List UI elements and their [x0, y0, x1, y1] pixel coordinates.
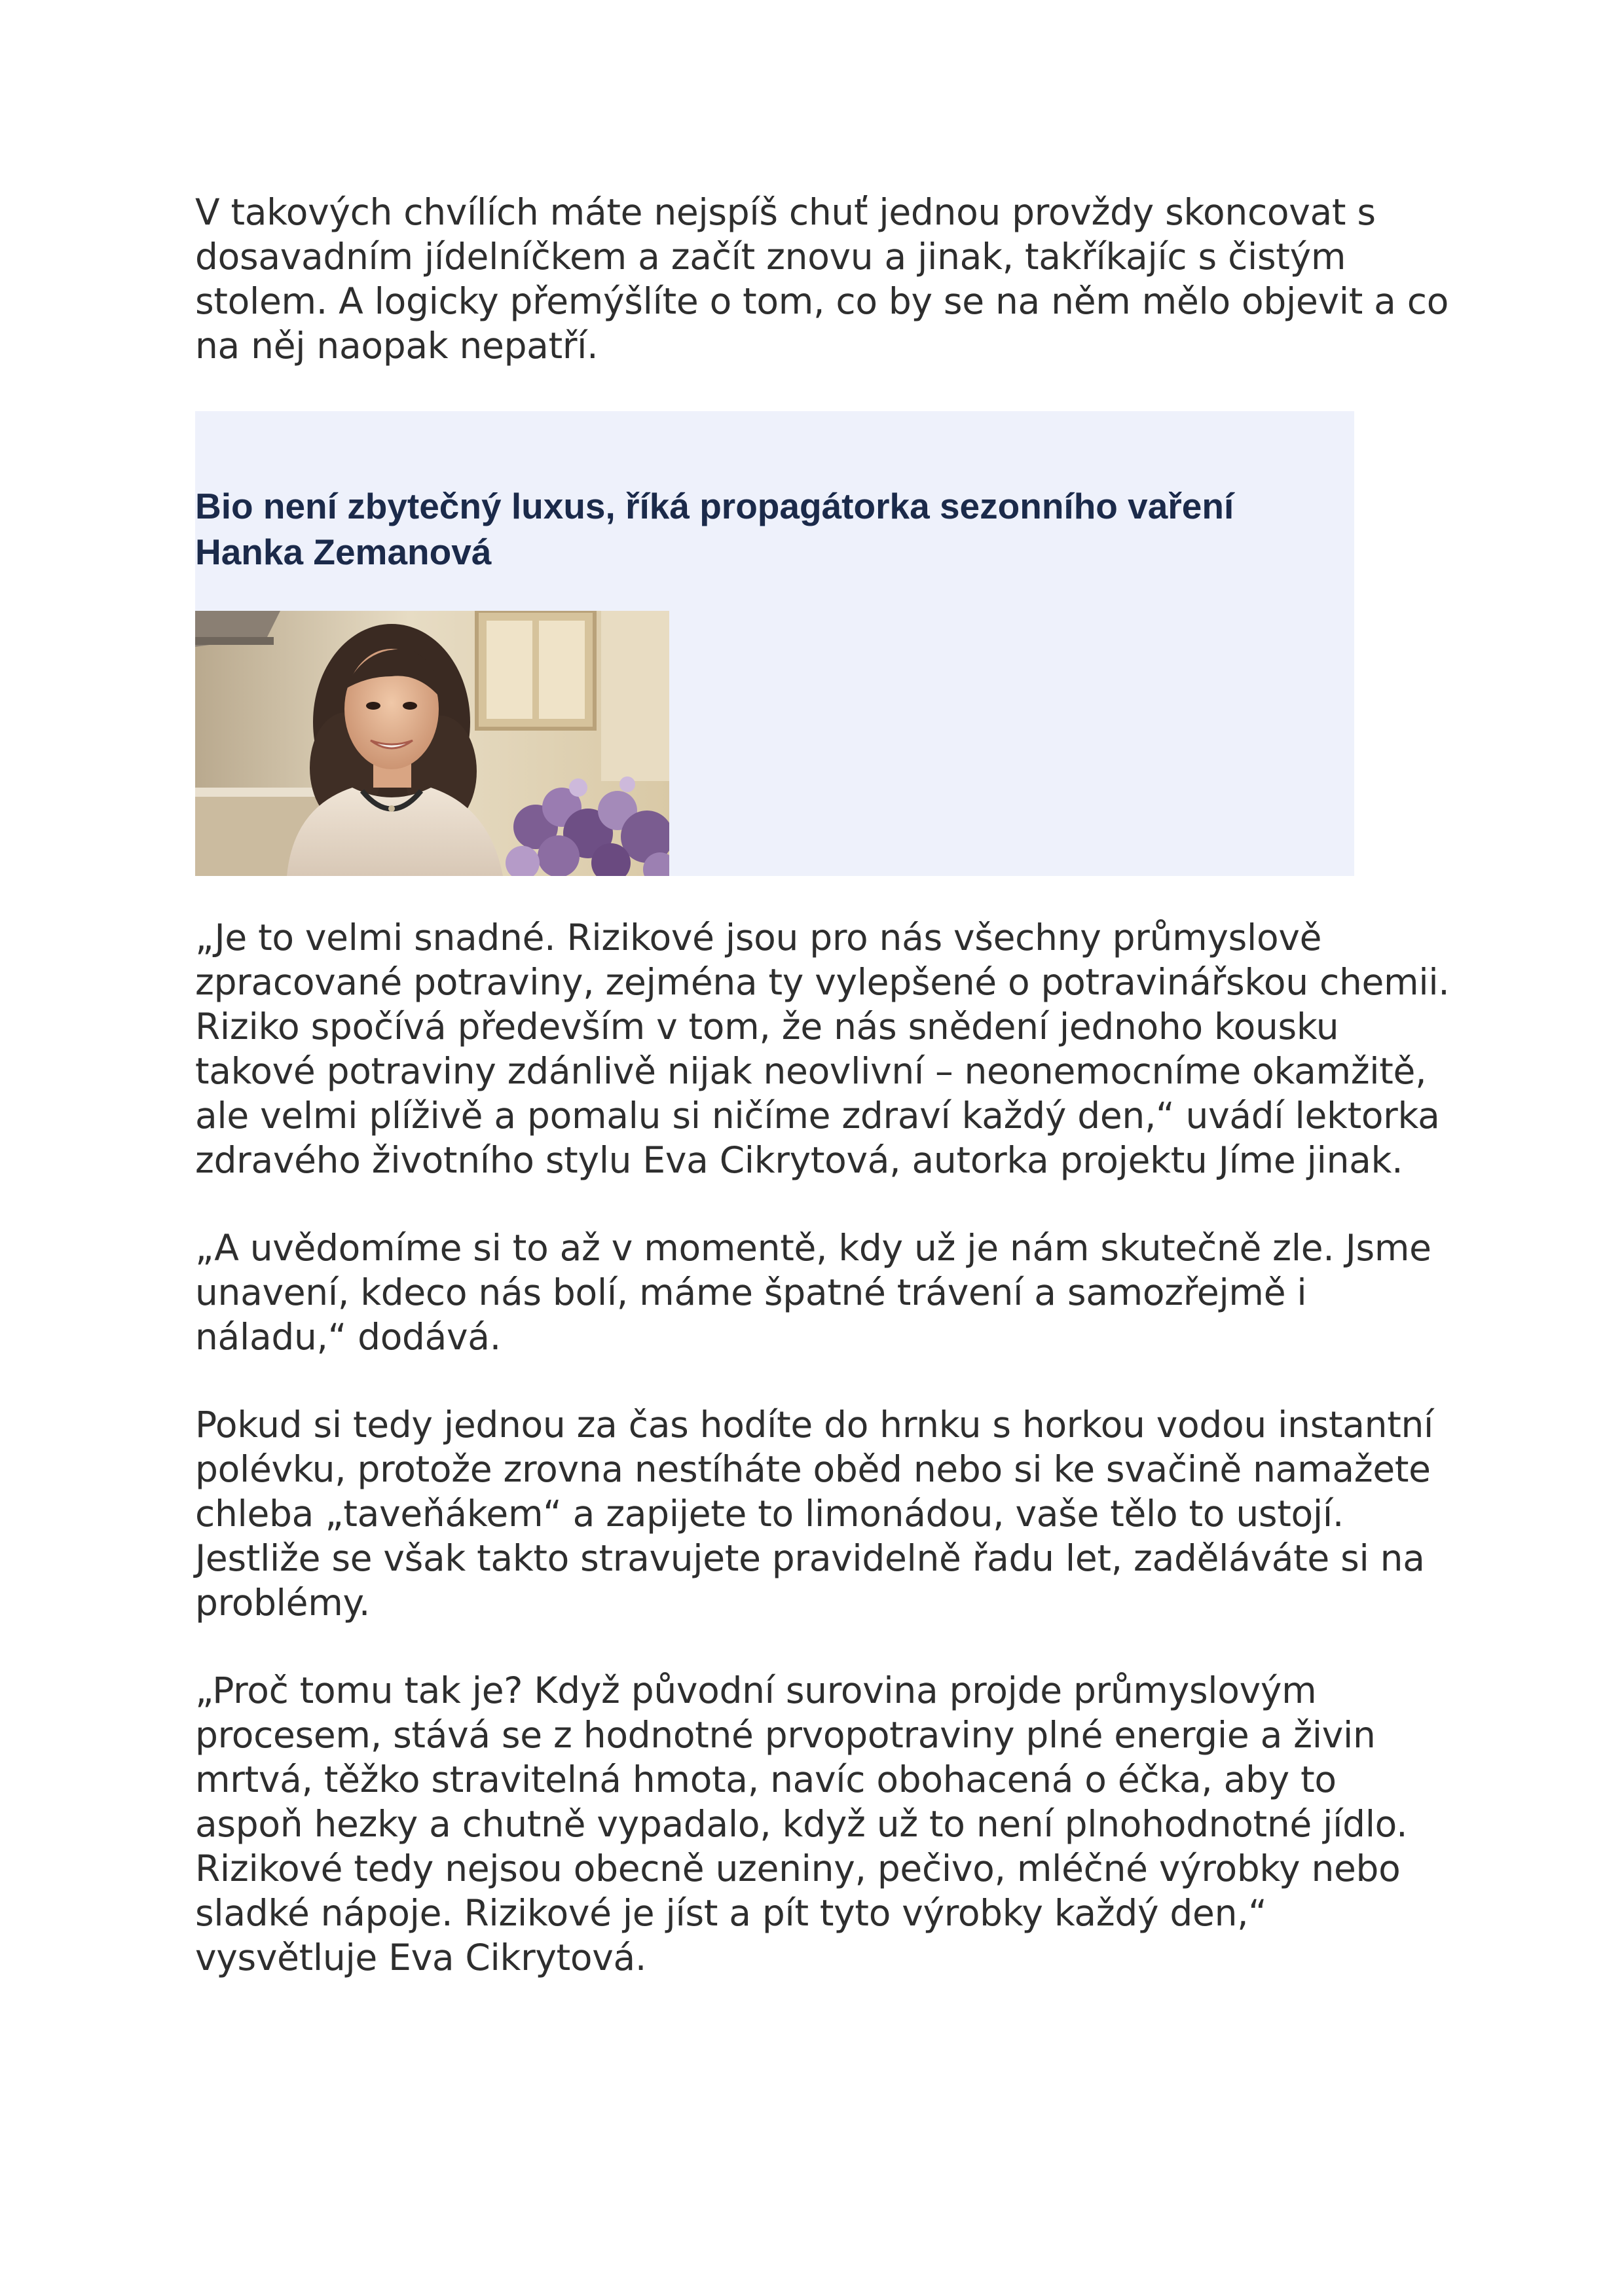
intro-paragraph: V takových chvílích máte nejspíš chuť jednou provždy skoncovat s dosavadním jídelníčkem a začít znovu a jinak, takříkajíc s čistým stolem. A logicky přemýšlíte o tom, co by se na něm mělo objevit a co na něj naopak nepatří. [195, 191, 1449, 367]
article [195, 190, 1452, 2023]
body-paragraph: „A uvědomíme si to až v momentě, kdy už je nám skutečně zle. Jsme unavení, kdeco nás bolí, máme špatné trávení a samozřejmě i náladu,“ dodává. [195, 1227, 1431, 1358]
body-paragraph: „Je to velmi snadné. Rizikové jsou pro nás všechny průmyslově zpracované potraviny, zejména ty vylepšené o potravinářskou chemii. Riziko spočívá především v tom, že nás snědení jednoho kousku takové potraviny zdánlivě nijak neovlivní – neonemocníme okamžitě, ale velmi plíživě a pomalu si ničíme zdraví každý den,“ uvádí lektorka zdravého životního stylu Eva Cikrytová, autorka projektu Jíme jinak. [195, 917, 1450, 1181]
article-body [195, 915, 1452, 1980]
portrait-photo-icon [195, 611, 669, 876]
related-article-photo[interactable] [195, 611, 669, 876]
body-paragraph: „Proč tomu tak je? Když původní surovina projde průmyslovým procesem, stává se z hodnotné prvopotraviny plné energie a živin mrtvá, těžko stravitelná hmota, navíc obohacená o éčka, aby to aspoň hezky a chutně vypadalo, když už to není plnohodnotné jídlo. Rizikové tedy nejsou obecně uzeniny, pečivo, mléčné výrobky nebo sladké nápoje. Rizikové je jíst a pít tyto výrobky každý den,“ vysvětluje Eva Cikrytová. [195, 1669, 1408, 1978]
body-paragraph: Pokud si tedy jednou za čas hodíte do hrnku s horkou vodou instantní polévku, protože zrovna nestíháte oběd nebo si ke svačině namažete chleba „taveňákem“ a zapijete to limonádou, vaše tělo to ustojí. Jestliže se však takto stravujete pravidelně řadu let, zaděláváte si na problémy. [195, 1404, 1434, 1624]
related-article-box [195, 411, 1354, 876]
related-article-link[interactable]: Bio není zbytečný luxus, říká propagátorka sezonního vaření Hanka Zemanová [195, 486, 1234, 572]
